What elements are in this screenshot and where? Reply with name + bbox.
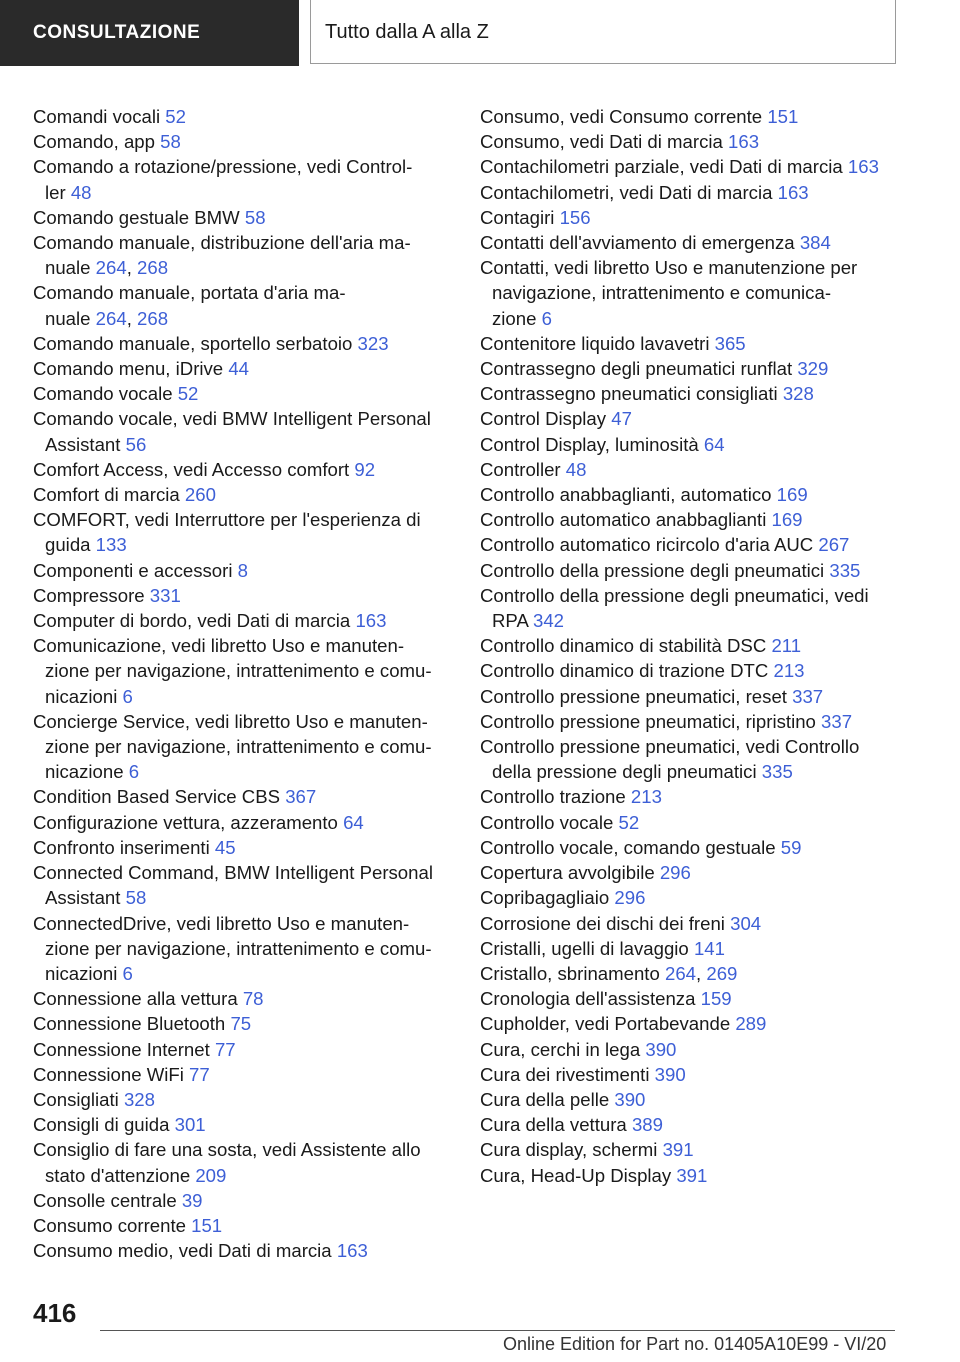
index-entry-text: Consumo medio, vedi Dati di marcia xyxy=(33,1240,337,1262)
index-entry-text: Comando, app xyxy=(33,131,161,153)
index-entry-text: Contagiri xyxy=(480,206,560,228)
index-entry xyxy=(480,986,900,1011)
index-entry xyxy=(33,1011,463,1036)
index-entry xyxy=(33,1137,463,1187)
page-reference-link[interactable]: 169 xyxy=(776,484,808,506)
page-reference-link[interactable]: 56 xyxy=(125,433,147,455)
page-reference-link[interactable]: 335 xyxy=(761,761,793,783)
index-entry xyxy=(480,381,900,406)
index-entry xyxy=(480,734,900,784)
page-header xyxy=(0,0,960,66)
index-entry-text: della pressione degli pneumatici xyxy=(492,761,762,783)
index-entry-text: Control Display xyxy=(480,408,612,430)
index-entry-text: Contachilometri, vedi Dati di marcia xyxy=(480,181,778,203)
index-entry xyxy=(480,911,900,936)
index-entry xyxy=(480,205,900,230)
page-reference-link[interactable]: 156 xyxy=(559,206,591,228)
page-reference-link[interactable]: 209 xyxy=(195,1164,227,1186)
index-entry xyxy=(480,936,900,961)
index-entry-text: nicazioni xyxy=(45,962,123,984)
page-reference-link[interactable]: 52 xyxy=(618,811,640,833)
index-entry xyxy=(33,482,463,507)
index-entry-text: Connessione alla vettura xyxy=(33,988,243,1010)
index-entry-text: Contatti dell'avviamento di emergenza xyxy=(480,232,800,254)
index-entry xyxy=(33,356,463,381)
index-entry xyxy=(33,608,463,633)
index-entry-text: Controller xyxy=(480,458,566,480)
page-reference-link[interactable]: 296 xyxy=(614,887,646,909)
page-reference-link[interactable]: 6 xyxy=(122,962,133,984)
index-entry-text: Consumo, vedi Dati di marcia xyxy=(480,131,729,153)
page-reference-link[interactable]: 64 xyxy=(703,433,725,455)
index-entry-text: Comunicazione, vedi libretto Uso e manuten- xyxy=(33,635,405,657)
page-reference-link[interactable]: 163 xyxy=(777,181,809,203)
index-entry xyxy=(33,1112,463,1137)
page-reference-link[interactable]: 337 xyxy=(821,710,853,732)
page-reference-link[interactable]: 169 xyxy=(771,509,803,531)
index-entry xyxy=(480,507,900,532)
page-reference-link[interactable]: 337 xyxy=(792,685,824,707)
page-separator: , xyxy=(126,257,138,279)
page-reference-link[interactable]: 77 xyxy=(189,1063,210,1085)
index-entry xyxy=(33,507,463,557)
index-entry-text: zione xyxy=(492,307,542,329)
index-entry-text: Controllo dinamico di stabilità DSC xyxy=(480,635,772,657)
index-entry xyxy=(480,1062,900,1087)
page-separator: , xyxy=(696,962,707,984)
index-entry xyxy=(480,154,900,179)
index-entry xyxy=(480,1037,900,1062)
chapter-title: Tutto dalla A alla Z xyxy=(310,0,896,64)
page-reference-link[interactable]: 329 xyxy=(797,358,829,380)
page-reference-link[interactable]: 384 xyxy=(799,232,831,254)
index-column-right xyxy=(480,104,900,1188)
index-entry-text: Cura della pelle xyxy=(480,1088,615,1110)
index-entry xyxy=(480,583,900,633)
index-entry-text: Connessione Bluetooth xyxy=(33,1013,231,1035)
index-entry-text: Assistant xyxy=(45,433,126,455)
index-entry xyxy=(33,558,463,583)
index-entry xyxy=(480,658,900,683)
index-entry xyxy=(33,810,463,835)
index-entry-text: nicazioni xyxy=(45,685,123,707)
index-entry-text: Comandi vocali xyxy=(33,106,166,127)
index-entry-text: Cronologia dell'assistenza xyxy=(480,988,701,1010)
index-entry-text: nicazione xyxy=(45,761,129,783)
index-entry xyxy=(480,835,900,860)
index-entry xyxy=(480,331,900,356)
index-entry-text: Copertura avvolgibile xyxy=(480,862,660,884)
page-reference-link[interactable]: 163 xyxy=(728,131,760,153)
page-reference-link[interactable]: 151 xyxy=(767,106,799,127)
index-entry xyxy=(33,911,463,987)
page-reference-link[interactable]: 6 xyxy=(128,761,140,783)
page-separator: , xyxy=(126,307,138,329)
index-entry-text: Condition Based Service CBS xyxy=(33,786,286,808)
index-entry xyxy=(480,860,900,885)
index-entry-text: Consumo corrente xyxy=(33,1214,192,1236)
index-entry xyxy=(33,583,463,608)
page-reference-link[interactable]: 77 xyxy=(214,1038,236,1060)
index-entry xyxy=(480,885,900,910)
index-entry xyxy=(480,356,900,381)
index-entry-text: Contatti, vedi libretto Uso e manutenzione per xyxy=(480,257,858,279)
index-entry xyxy=(480,432,900,457)
page-reference-link[interactable]: 367 xyxy=(285,786,317,808)
index-entry xyxy=(480,1137,900,1162)
index-entry xyxy=(480,961,900,986)
page-reference-link[interactable]: 48 xyxy=(70,181,92,203)
index-entry xyxy=(33,709,463,785)
index-entry-text: Controllo vocale xyxy=(480,811,619,833)
page-reference-link[interactable]: 390 xyxy=(645,1038,677,1060)
page-reference-link[interactable]: 44 xyxy=(228,358,250,380)
index-entry xyxy=(33,1213,463,1238)
page-reference-link[interactable]: 301 xyxy=(174,1114,206,1136)
page-reference-link[interactable]: 39 xyxy=(181,1189,203,1211)
page-reference-link[interactable]: 391 xyxy=(676,1164,708,1186)
index-entry xyxy=(480,784,900,809)
page-reference-link[interactable]: 45 xyxy=(214,836,236,858)
index-entry-text: Cura, Head-Up Display xyxy=(480,1164,677,1186)
index-entry-text: Configurazione vettura, azzeramento xyxy=(33,811,344,833)
page-reference-link[interactable]: 342 xyxy=(533,610,565,632)
page-reference-link[interactable]: 268 xyxy=(137,257,169,279)
index-entry-text: Cura dei rivestimenti xyxy=(480,1063,655,1085)
page-reference-link[interactable]: 78 xyxy=(242,988,264,1010)
page-reference-link[interactable]: 328 xyxy=(123,1088,155,1110)
index-entry xyxy=(480,457,900,482)
index-entry-text: Connessione WiFi xyxy=(33,1063,190,1085)
index-entry-text: Comando vocale, vedi BMW Intelligent Personal xyxy=(33,408,431,430)
page-reference-link[interactable]: 213 xyxy=(630,786,662,808)
index-entry-text: Cristalli, ugelli di lavaggio xyxy=(480,937,694,959)
index-entry-text: Comfort di marcia xyxy=(33,484,185,506)
index-entry xyxy=(33,860,463,910)
page-reference-link[interactable]: 323 xyxy=(357,332,389,354)
page-reference-link[interactable]: 211 xyxy=(771,635,802,657)
index-entry xyxy=(480,532,900,557)
index-entry-text: RPA xyxy=(492,610,533,632)
index-entry-text: Cristallo, sbrinamento xyxy=(480,962,665,984)
index-entry-text: Componenti e accessori xyxy=(33,559,238,581)
index-entry-text: Contenitore liquido lavavetri xyxy=(480,332,715,354)
index-entry xyxy=(33,406,463,456)
index-entry-text: Contachilometri parziale, vedi Dati di marcia xyxy=(480,156,848,178)
index-entry-text: Comando manuale, sportello serbatoio xyxy=(33,332,358,354)
page-reference-link[interactable]: 289 xyxy=(735,1013,767,1035)
page-reference-link[interactable]: 141 xyxy=(693,937,725,959)
index-entry xyxy=(33,104,463,129)
index-entry-text: zione per navigazione, intrattenimento e comu- xyxy=(45,736,432,758)
index-entry-text: Comando manuale, portata d'aria ma- xyxy=(33,282,346,304)
index-entry-text: Copribagagliaio xyxy=(480,887,615,909)
index-entry-text: Controllo dinamico di trazione DTC xyxy=(480,660,774,682)
index-entry xyxy=(33,331,463,356)
index-entry xyxy=(33,1062,463,1087)
index-entry xyxy=(480,1163,900,1188)
index-entry-text: Compressore xyxy=(33,584,150,606)
page-reference-link[interactable]: 267 xyxy=(818,534,850,556)
index-entry-text: Control Display, luminosità xyxy=(480,433,704,455)
index-entry xyxy=(480,709,900,734)
page-reference-link[interactable]: 151 xyxy=(191,1214,223,1236)
index-entry xyxy=(480,406,900,431)
index-entry xyxy=(33,784,463,809)
index-entry-text: Confronto inserimenti xyxy=(33,836,215,858)
index-entry-text: Controllo della pressione degli pneumatici, vedi xyxy=(480,584,869,606)
index-entry-text: Comando vocale xyxy=(33,383,178,405)
page-reference-link[interactable]: 163 xyxy=(355,610,387,632)
page-reference-link[interactable]: 59 xyxy=(780,836,802,858)
index-entry-text: Controllo vocale, comando gestuale xyxy=(480,836,781,858)
index-entry-text: Assistant xyxy=(45,887,126,909)
index-entry xyxy=(480,684,900,709)
index-entry-text: Comando a rotazione/pressione, vedi Control- xyxy=(33,156,413,178)
index-entry-text: Comando manuale, distribuzione dell'aria ma- xyxy=(33,232,411,254)
page-reference-link[interactable]: 328 xyxy=(782,383,814,405)
edition-info: Online Edition for Part no. 01405A10E99 - VI/20 xyxy=(503,1334,887,1354)
page-reference-link[interactable]: 331 xyxy=(149,584,181,606)
index-entry-text: zione per navigazione, intrattenimento e comu- xyxy=(45,937,432,959)
index-entry-text: Consumo, vedi Consumo corrente xyxy=(480,106,768,127)
page-reference-link[interactable]: 58 xyxy=(125,887,147,909)
page-reference-link[interactable]: 390 xyxy=(614,1088,646,1110)
page-reference-link[interactable]: 268 xyxy=(137,307,169,329)
index-entry-text: Cura della vettura xyxy=(480,1114,632,1136)
index-entry-text: Contrassegno pneumatici consigliati xyxy=(480,383,783,405)
page-number: 416 xyxy=(33,1298,77,1328)
index-entry-text: Controllo della pressione degli pneumatici xyxy=(480,559,830,581)
index-entry xyxy=(33,381,463,406)
index-entry-text: nuale xyxy=(45,307,96,329)
index-entry-text: Consiglio di fare una sosta, vedi Assistente allo xyxy=(33,1139,421,1161)
page-reference-link[interactable]: 6 xyxy=(541,307,552,329)
index-entry-text: ConnectedDrive, vedi libretto Uso e manuten- xyxy=(33,912,410,934)
index-entry-text: Connected Command, BMW Intelligent Personal xyxy=(33,862,433,884)
index-entry xyxy=(480,104,900,129)
page-reference-link[interactable]: 58 xyxy=(160,131,181,153)
index-entry xyxy=(33,986,463,1011)
index-entry xyxy=(33,230,463,280)
index-entry xyxy=(33,154,463,204)
section-title: CONSULTAZIONE xyxy=(0,0,299,66)
index-entry xyxy=(33,633,463,709)
page-reference-link[interactable]: 264 xyxy=(95,307,127,329)
index-entry xyxy=(480,810,900,835)
page-reference-link[interactable]: 365 xyxy=(714,332,746,354)
page-reference-link[interactable]: 159 xyxy=(700,988,732,1010)
page-reference-link[interactable]: 264 xyxy=(95,257,127,279)
page-reference-link[interactable]: 389 xyxy=(631,1114,663,1136)
index-entry-text: Comfort Access, vedi Accesso comfort xyxy=(33,458,355,480)
index-entry xyxy=(480,482,900,507)
page-reference-link[interactable]: 64 xyxy=(343,811,364,833)
index-entry-text: Cupholder, vedi Portabevande xyxy=(480,1013,736,1035)
page-reference-link[interactable]: 52 xyxy=(177,383,199,405)
page-reference-link[interactable]: 335 xyxy=(829,559,861,581)
page-reference-link[interactable]: 264 xyxy=(664,962,697,984)
index-entry xyxy=(480,558,900,583)
index-entry xyxy=(480,633,900,658)
page-reference-link[interactable]: 304 xyxy=(730,912,762,934)
page-reference-link[interactable]: 391 xyxy=(662,1139,694,1161)
index-entry-text: Corrosione dei dischi dei freni xyxy=(480,912,731,934)
page-reference-link[interactable]: 75 xyxy=(230,1013,252,1035)
index-entry-text: Comando gestuale BMW xyxy=(33,206,245,228)
index-entry xyxy=(33,1188,463,1213)
page-reference-link[interactable]: 296 xyxy=(659,862,691,884)
index-entry-text: Consigliati xyxy=(33,1088,124,1110)
page-reference-link[interactable]: 133 xyxy=(95,534,127,556)
index-entry xyxy=(33,280,463,330)
index-entry xyxy=(33,129,463,154)
index-entry-text: Concierge Service, vedi libretto Uso e manuten- xyxy=(33,710,428,732)
page-reference-link[interactable]: 48 xyxy=(565,458,587,480)
index-entry-text: Cura display, schermi xyxy=(480,1139,663,1161)
page-reference-link[interactable]: 390 xyxy=(654,1063,686,1085)
index-entry-text: stato d'attenzione xyxy=(45,1164,196,1186)
index-entry xyxy=(33,1037,463,1062)
index-entry-text: Controllo pressione pneumatici, ripristino xyxy=(480,710,822,732)
index-column-left xyxy=(33,104,463,1263)
index-entry-text: ler xyxy=(45,181,71,203)
page-reference-link[interactable]: 163 xyxy=(847,156,879,178)
index-entry-text: guida xyxy=(45,534,96,556)
page-reference-link[interactable]: 58 xyxy=(244,206,266,228)
index-entry xyxy=(480,255,900,331)
index-entry-text: Comando menu, iDrive xyxy=(33,358,229,380)
index-entry-text: Controllo trazione xyxy=(480,786,631,808)
index-entry-text: COMFORT, vedi Interruttore per l'esperienza di xyxy=(33,509,421,531)
page-reference-link[interactable]: 260 xyxy=(184,484,216,506)
index-entry xyxy=(480,1011,900,1036)
index-entry-text: Controllo automatico anabbaglianti xyxy=(480,509,772,531)
page-reference-link[interactable]: 213 xyxy=(773,660,805,682)
index-entry xyxy=(33,1238,463,1263)
index-entry xyxy=(33,1087,463,1112)
page-reference-link[interactable]: 269 xyxy=(706,962,738,984)
index-entry xyxy=(480,180,900,205)
index-entry-text: Controllo anabbaglianti, automatico xyxy=(480,484,777,506)
index-entry xyxy=(33,835,463,860)
index-entry-text: Connessione Internet xyxy=(33,1038,215,1060)
page-reference-link[interactable]: 163 xyxy=(336,1240,368,1262)
index-entry-text: Controllo pressione pneumatici, reset xyxy=(480,685,793,707)
index-entry xyxy=(480,129,900,154)
page-reference-link[interactable]: 6 xyxy=(122,685,133,707)
page-reference-link[interactable]: 52 xyxy=(165,106,186,127)
index-entry-text: Computer di bordo, vedi Dati di marcia xyxy=(33,610,356,632)
index-entry-text: zione per navigazione, intrattenimento e comu- xyxy=(45,660,432,682)
index-entry xyxy=(480,230,900,255)
index-entry xyxy=(33,205,463,230)
index-entry-text: nuale xyxy=(45,257,96,279)
index-entry-text: Contrassegno degli pneumatici runflat xyxy=(480,358,798,380)
page-reference-link[interactable]: 47 xyxy=(611,408,632,430)
page-reference-link[interactable]: 92 xyxy=(354,458,376,480)
index-entry-text: Consolle centrale xyxy=(33,1189,182,1211)
index-entry xyxy=(33,457,463,482)
footer-divider xyxy=(100,1330,895,1331)
index-entry xyxy=(480,1087,900,1112)
index-entry-text: Controllo pressione pneumatici, vedi Controllo xyxy=(480,736,860,758)
index-entry-text: Cura, cerchi in lega xyxy=(480,1038,646,1060)
index-entry-text: navigazione, intrattenimento e comunica- xyxy=(492,282,832,304)
index-entry-text: Controllo automatico ricircolo d'aria AUC xyxy=(480,534,819,556)
index-entry xyxy=(480,1112,900,1137)
index-entry-text: Consigli di guida xyxy=(33,1114,175,1136)
page-reference-link[interactable]: 8 xyxy=(237,559,248,581)
